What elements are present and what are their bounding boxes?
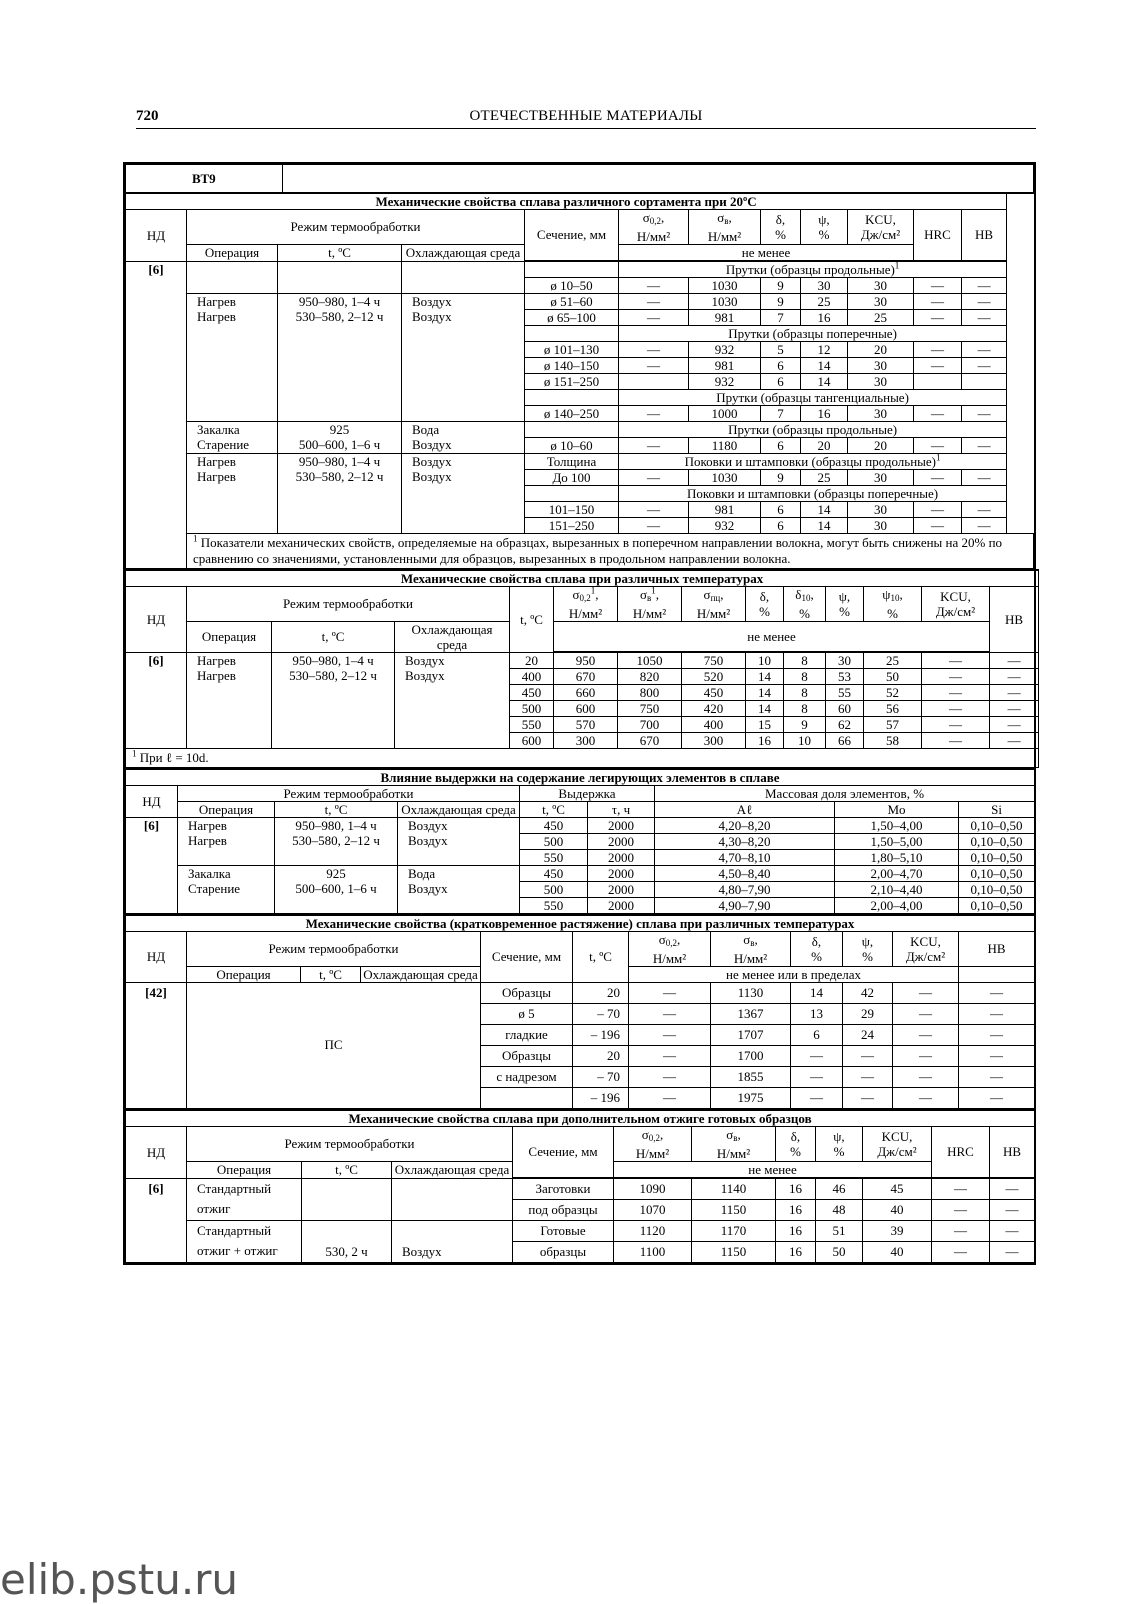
footnote: $^1$ При ℓ = 10d. bbox=[126, 748, 1039, 767]
page-header bbox=[136, 108, 1036, 129]
table-title: Влияние выдержки на содержание легирующих элементов в сплаве bbox=[126, 769, 1035, 786]
group-label: Поковки и штамповки (образцы продольные)$^1$ bbox=[619, 453, 1007, 469]
page-number: 720 bbox=[136, 108, 159, 124]
alloy-data-sheet bbox=[123, 162, 1036, 1265]
operation-header: Операция bbox=[187, 244, 278, 261]
temp-header: t, ºС bbox=[278, 244, 402, 261]
hrc-header: HRC bbox=[914, 209, 962, 260]
sigma02-header: $\sigma_{0,2}$, Н/мм² bbox=[619, 209, 689, 244]
table-title: Механические свойства (кратковременное растяжение) сплава при различных температурах bbox=[126, 915, 1035, 932]
cooling-header: Охлаждающая среда bbox=[402, 244, 525, 261]
group-label: Прутки (образцы продольные)$^1$ bbox=[619, 261, 1007, 277]
alloy-name: ВТ9 bbox=[126, 165, 283, 193]
group-label: Поковки и штамповки (образцы поперечные) bbox=[619, 485, 1007, 501]
table-title: Механические свойства сплава различного сортамента при 20ºС bbox=[126, 194, 1007, 210]
not-less-label: не менее bbox=[619, 244, 914, 260]
property-tables bbox=[125, 164, 1034, 194]
hb-header: HB bbox=[962, 209, 1007, 260]
table-holding-elements: Влияние выдержки на содержание легирующих элементов в сплаве НД Режим термообработки Выдержка Массовая доля элементов, % Операция t, ºС Охлаждающая среда t, ºС τ, ч Aℓ Mo Si [6] Нагрев Нагрев 950–980, 1–4 ч 530–580, 2–12 ч Воздух Воздух 450 2000 4,20–8,20 1,50–4,00 0,10–0,50 500 2000 4,30–8,20 1,50–5,00 0,10–0,50 550 2000 4,70–8,10 1,80–5,10 0,10–0,50 Закалка Старение 925 500–600, 1–6 ч Вода Воздух 450 2000 4,50–8,40 2,00–4,70 0,10–0,50 500 2000 4,80–7,90 2,10–4,40 0,10–0,50 550 2000 4,90–7,90 2,00–4,00 0,10–0,50 bbox=[125, 768, 1035, 914]
regime-header: Режим термообработки bbox=[187, 209, 525, 244]
delta-header: δ, % bbox=[761, 209, 801, 244]
table-short-tension: Механические свойства (кратковременное растяжение) сплава при различных температурах НД Режим термообработки Сечение, мм t, ºС $\sigma_{0,2}$, Н/мм² $\sigma_в$, Н/мм² δ, % ψ, % KCU, Дж/см² HB Операция t, ºС Охлаждающая среда не менее или в пределах [42] ПС Образцы 20 — 1130 14 42 — — ø 5 – 70 — 1367 13 29 — — гладкие – 196 — 1707 6 24 — — Образцы 20 — 1700 — — — — с надрезом – 70 — 1855 — — — — – 196 — 1975 — — — — bbox=[125, 914, 1035, 1109]
ref: [6] bbox=[126, 261, 187, 568]
table-title: Механические свойства сплава при дополнительном отжиге готовых образцов bbox=[126, 1110, 1035, 1127]
watermark: elib.pstu.ru bbox=[0, 1555, 239, 1604]
running-title: ОТЕЧЕСТВЕННЫЕ МАТЕРИАЛЫ bbox=[469, 108, 703, 124]
table-temperature-properties: Механические свойства сплава при различных температурах НД Режим термообработки t, ºС $\sigma_{0,2}^1$, Н/мм² $\sigma_в^1$, Н/мм² $\sigma_{пц}$, Н/мм² δ, % $\delta_{10}$, % ψ, % $\psi_{10}$, % KCU, Дж/см² HB Операция t, ºС Охлаждающая среда не менее [6] Нагрев Нагрев 950–980, 1–4 ч 530–580, 2–12 ч Воздух Воздух 20 950 1050 750 10 8 30 25 — — 400 670 820 520 14 8 53 50 — — 450 660 800 450 14 8 55 52 — — 500 600 750 420 14 8 60 56 — — 550 570 700 400 15 9 62 57 — — 600 300 670 300 16 10 66 58 — — $^1$ При ℓ = 10d. bbox=[125, 569, 1039, 768]
table-20c-properties: Механические свойства сплава различного сортамента при 20ºС НД Режим термообработки Сечение, мм $\sigma_{0,2}$, Н/мм² $\sigma_в$, Н/мм² δ, % ψ, % KCU, Дж/см² HRC HB Операция t, ºС Охлаждающая среда не менее [6] Прутки (образцы продольные)$^1$ ø 10–50 — 1030 9 30 30 — — Нагрев Нагрев 950–980, 1–4 ч 530–580, 2–12 ч Воздух Воздух ø 51–60 — 1030 9 25 30 — — ø 65–100 — 981 7 16 25 — — Прутки (образцы поперечные) ø 101–130 — 932 5 12 20 — — ø 140–150 — 981 6 14 30 — — ø 151–250 932 6 14 30 Прутки (образцы тангенциальные) ø 140–250 — 1000 7 16 30 — — Закалка Старение 925 500–600, 1–6 ч Вода Воздух Прутки (образцы продольные) ø 10–60 — 1180 6 20 20 — — Нагрев Нагрев 950–980, 1–4 ч 530–580, 2–12 ч Воздух Воздух Толщина Поковки и штамповки (образцы продольные)$^1$ До 100 — 1030 9 25 30 — — Поковки и штамповки (образцы поперечные) 101–150 — 981 6 14 30 — — 151–250 — 932 6 14 30 — — $^1$ Показатели механических свойств, определяемые на образцах, вырезанных в поперечном направлении волокна, могут быть снижены на 20% по сравнению со значениями, установленными для образцов, вырезанных в продольном направлении волокна. bbox=[125, 194, 1034, 569]
group-label: Прутки (образцы продольные) bbox=[619, 421, 1007, 437]
table-extra-annealing: Механические свойства сплава при дополнительном отжиге готовых образцов НД Режим термообработки Сечение, мм $\sigma_{0,2}$, Н/мм² $\sigma_в$, Н/мм² δ, % ψ, % KCU, Дж/см² HRC HB Операция t, ºС Охлаждающая среда не менее [6] Стандартный отжиг Заготовки 1090 1140 16 46 45 — — под образцы 1070 1150 16 48 40 — — Стандартный отжиг + отжиг 530, 2 ч Воздух Готовые 1120 1170 16 51 39 — — образцы 1100 1150 16 50 40 — — bbox=[125, 1109, 1035, 1263]
footnote: $^1$ Показатели механических свойств, определяемые на образцах, вырезанных в поперечном направлении волокна, могут быть снижены на 20% по сравнению со значениями, установленными для образцов, вырезанных в продольном направлении волокна. bbox=[187, 533, 1034, 568]
group-label: Прутки (образцы тангенциальные) bbox=[619, 389, 1007, 405]
section-header: Сечение, мм bbox=[525, 209, 619, 260]
kcu-header: KCU, Дж/см² bbox=[848, 209, 914, 244]
operation-cell: Нагрев Нагрев bbox=[187, 293, 278, 421]
nd-header: НД bbox=[126, 209, 187, 261]
group-label: Прутки (образцы поперечные) bbox=[619, 325, 1007, 341]
psi-header: ψ, % bbox=[801, 209, 848, 244]
table-title: Механические свойства сплава при различных температурах bbox=[126, 570, 1039, 587]
sigmab-header: $\sigma_в$, Н/мм² bbox=[689, 209, 761, 244]
